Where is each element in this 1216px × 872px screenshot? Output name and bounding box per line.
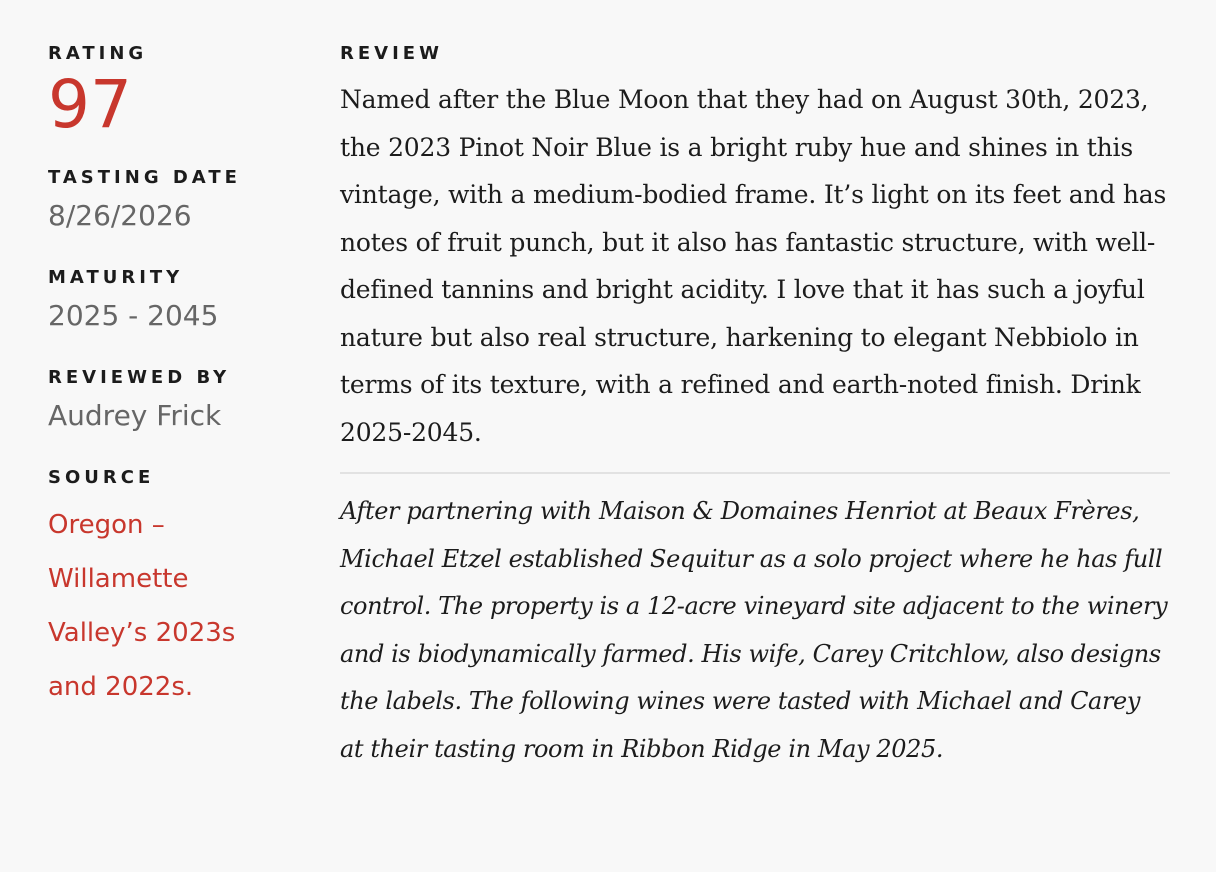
rating-label: RATING xyxy=(48,43,148,64)
review-label: REVIEW xyxy=(340,43,443,64)
tasting-date-label: TASTING DATE xyxy=(48,167,241,188)
source-label: SOURCE xyxy=(48,467,155,488)
maturity-label: MATURITY xyxy=(48,267,184,288)
reviewer-name: Audrey Frick xyxy=(48,399,222,432)
review-metadata-sidebar xyxy=(48,40,298,714)
maturity-value: 2025 - 2045 xyxy=(48,299,219,332)
review-content xyxy=(340,40,1170,773)
source-link[interactable]: Oregon – Willamette Valley’s 2023s and 2022s. xyxy=(48,510,236,702)
producer-note: After partnering with Maison & Domaines Henriot at Beaux Frères, Michael Etzel established Sequitur as a solo project where he has full control. The property is a 12-acre vineyard site adjacent to the winery and is biodynamically farmed. His wife, Carey Critchlow, also designs the labels. The following wines were tasted with Michael and Carey at their tasting room in Ribbon Ridge in May 2025. xyxy=(340,497,1168,763)
rating-score: 97 xyxy=(48,66,132,143)
review-text: Named after the Blue Moon that they had on August 30th, 2023, the 2023 Pinot Noir Blue is a bright ruby hue and shines in this vintage, with a medium-bodied frame. It’s light on its feet and has notes of fruit punch, but it also has fantastic structure, with well-defined tannins and bright acidity. I love that it has such a joyful nature but also real structure, harkening to elegant Nebbiolo in terms of its texture, with a refined and earth-noted finish. Drink 2025-2045. xyxy=(340,85,1167,447)
reviewed-by-label: REVIEWED BY xyxy=(48,367,231,388)
section-divider xyxy=(340,472,1170,474)
tasting-date-value: 8/26/2026 xyxy=(48,199,192,232)
